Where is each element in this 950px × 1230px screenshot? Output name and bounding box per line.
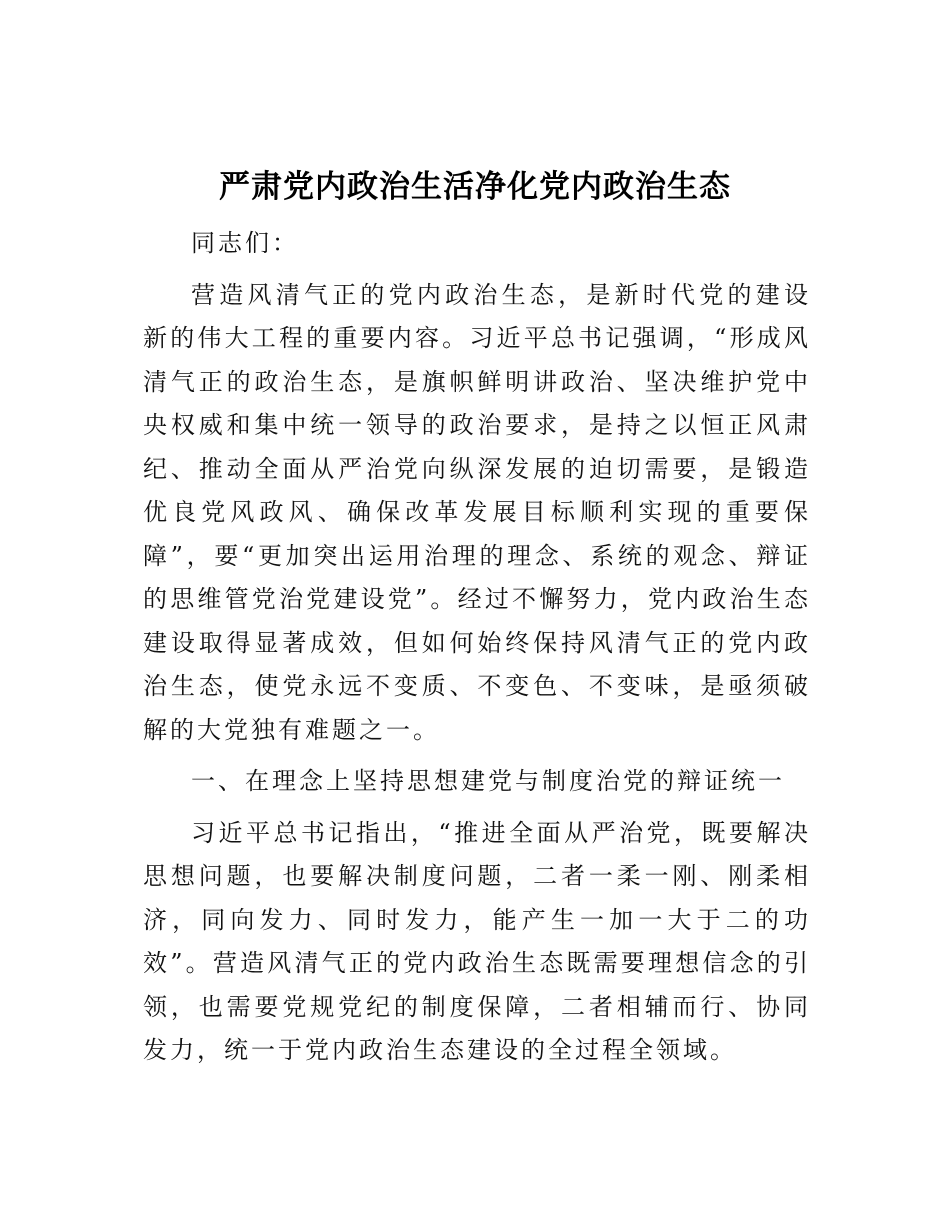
paragraph-section-1: 习近平总书记指出，“推进全面从严治党，既要解决思想问题，也要解决制度问题，二者一柔一刚、刚柔相济，同向发力、同时发力，能产生一加一大于二的功效”。营造风清气正的党内政治生态既需要理想信念的引领，也需要党规党纪的制度保障，二者相辅而行、协同发力，统一于党内政治生态建设的全过程全领域。 <box>143 818 811 1064</box>
document-body <box>143 222 811 1081</box>
document-title: 严肃党内政治生活净化党内政治生态 <box>219 169 731 205</box>
salutation: 同志们： <box>191 229 299 257</box>
section-heading-1: 一、在理念上坚持思想建党与制度治党的辩证统一 <box>191 767 785 795</box>
paragraph-intro: 营造风清气正的党内政治生态，是新时代党的建设新的伟大工程的重要内容。习近平总书记强调，“形成风清气正的政治生态，是旗帜鲜明讲政治、坚决维护党中央权威和集中统一领导的政治要求，是持之以恒正风肃纪、推动全面从严治党向纵深发展的迫切需要，是锻造优良党风政风、确保改革发展目标顺利实现的重要保障”，要“更加突出运用治理的理念、系统的观念、辩证的思维管党治党建设党”。经过不懈努力，党内政治生态建设取得显著成效，但如何始终保持风清气正的党内政治生态，使党永远不变质、不变色、不变味，是亟须破解的大党独有难题之一。 <box>143 280 811 744</box>
